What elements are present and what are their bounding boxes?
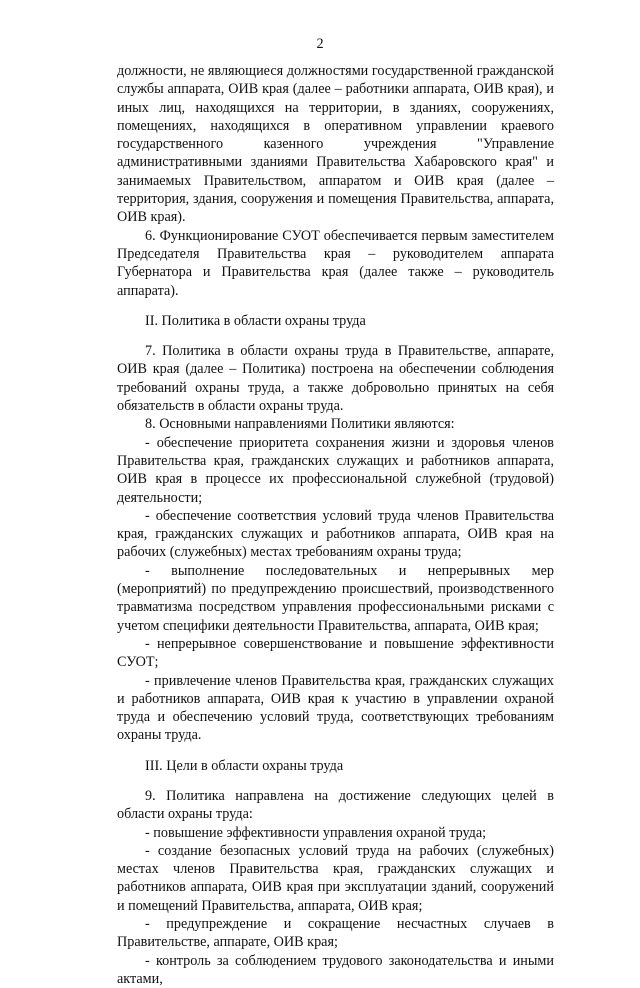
list-item: - привлечение членов Правительства края, гражданских служащих и работников аппарата, ОИВ края к участию в управлении охраной труда и обеспечению условий труда, соответствующих требованиям охраны труда.	[117, 672, 554, 744]
list-item: - повышение эффективности управления охраной труда;	[145, 824, 487, 841]
paragraph-6: 6. Функционирование СУОТ обеспечивается первым заместителем Председателя Правительства края – руководителем аппарата Губернатора и Правительства края (далее также – руководитель аппарата).	[117, 227, 554, 299]
paragraph-7: 7. Политика в области охраны труда в Правительстве, аппарате, ОИВ края (далее – Политика) построена на обеспечении соблюдения требований охраны труда, а также добровольно принятых на себя обязательств в области охраны труда.	[117, 343, 554, 415]
list-item: - контроль за соблюдением трудового законодательства и иными актами,	[117, 952, 554, 987]
list-item: - создание безопасных условий труда на рабочих (служебных) местах членов Правительства края, гражданских служащих и работников аппарата, ОИВ края при эксплуатации зданий, сооружений и помещений Правительства, аппарата, ОИВ края;	[117, 842, 554, 914]
list-item: - выполнение последовательных и непрерывных мер (мероприятий) по предупреждению происшествий, производственного травматизма посредством управления профессиональными рисками с учетом специфики деятельности Правительства, аппарата, ОИВ края;	[117, 562, 554, 634]
paragraph-9: 9. Политика направлена на достижение следующих целей в области охраны труда:	[117, 787, 554, 823]
paragraph-continuation: должности, не являющиеся должностями государственной гражданской службы аппарата, ОИВ края (далее – работники аппарата, ОИВ края), и иных лиц, находящихся на территории, в зданиях, сооружениях, помещениях, находящихся в оперативном управлении краевого государственного казенного учреждения "Управление административными зданиями Правительства Хабаровского края" и занимаемых Правительством, аппаратом и ОИВ края (далее – территория, здания, сооружения и помещения Правительства, аппарата, ОИВ края).	[117, 63, 554, 226]
section-heading-2: II. Политика в области охраны труда	[145, 312, 366, 329]
page-number: 2	[316, 36, 324, 52]
list-item: - непрерывное совершенствование и повышение эффективности СУОТ;	[117, 635, 554, 671]
section-heading-3: III. Цели в области охраны труда	[145, 757, 344, 774]
paragraph-8: 8. Основными направлениями Политики являются:	[145, 416, 455, 433]
document-body	[117, 62, 554, 988]
list-item: - обеспечение соответствия условий труда членов Правительства края, гражданских служащих и работников аппарата, ОИВ края на рабочих (служебных) местах требованиям охраны труда;	[117, 507, 554, 561]
list-item: - обеспечение приоритета сохранения жизни и здоровья членов Правительства края, гражданских служащих и работников аппарата, ОИВ края в процессе их профессиональной служебной (трудовой) деятельности;	[117, 434, 554, 506]
list-item: - предупреждение и сокращение несчастных случаев в Правительстве, аппарате, ОИВ края;	[117, 916, 554, 951]
